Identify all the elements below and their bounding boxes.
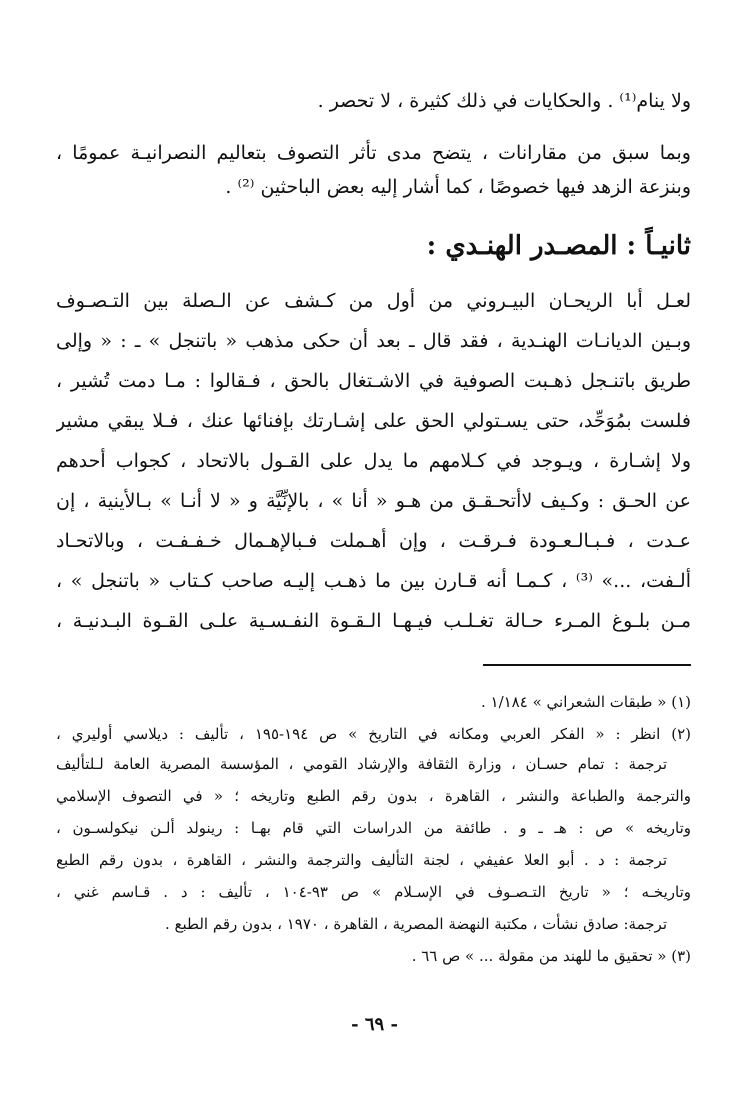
paragraph-1-line-1: وبما سبق من مقارانات ، يتضح مدى تأثر التصوف بتعاليم النصرانيـة عمومًا ، — [56, 142, 691, 164]
paragraph-2-line-6: عن الحـق : وكـيف لاأتحـقـق من هـو « أنا » ، بالإنِّيَّة و « لا أنـا » بـالأينية ، إن — [56, 490, 691, 512]
footnote-2-line-7: ترجمة: صادق نشأت ، مكتبة النهضة المصرية ، القاهرة ، ١٩٧٠ ، بدون رقم الطبع . — [164, 915, 667, 933]
footnote-divider — [483, 664, 691, 666]
footnote-2-line-2: ترجمة : تمام حسـان ، وزارة الثقافة والإرشاد القومي ، المؤسسة المصرية العامة لـلتأليف — [56, 755, 667, 773]
paragraph-2-line-8: ألـفت، ...» ⁽³⁾ ، كـمـا أنه قـارن بين ما ذهـب إليـه صاحب كـتاب « باتنجل » ، — [56, 570, 691, 592]
footnote-2-line-3: والترجمة والطباعة والنشر ، القاهرة ، بدون رقم الطبع وتاريخه ؛ « في التصوف الإسلامي — [56, 787, 691, 805]
footnote-1: (١) « طبقات الشعراني » ١/١٨٤ . — [480, 693, 691, 711]
footnote-2-line-6: وتاريخـه ؛ « تاريخ التـصـوف في الإسـلام » ص ٩٣-١٠٤ ، تأليف : د . قـاسم غني ، — [56, 883, 691, 901]
footnote-3: (٣) « تحقيق ما للهند من مقولة ... » ص ٦٦ . — [411, 947, 691, 965]
paragraph-2-line-2: وبـين الديانـات الهنـدية ، فقد قال ـ بعد أن حكى مذهب « باتنجل » ـ : « وإلى — [56, 330, 691, 352]
paragraph-2-line-9: مـن بلـوغ المـرء حـالة تغـلـب فيـهـا الـقـوة النفـسـية علـى القـوة البـدنيـة ، — [56, 610, 691, 632]
paragraph-2-line-3: طريق باتنـجل ذهـبت الصوفية في الاشـتغال بالحق ، فـقالوا : مـا دمت تُشير ، — [56, 370, 691, 392]
paragraph-1-line-2: وبنزعة الزهد فيها خصوصًا ، كما أشار إليه بعض الباحثين ⁽²⁾ . — [225, 176, 691, 198]
paragraph-2-line-5: ولا إشـارة ، ويـوجد في كـلامهم ما يدل على القـول بالاتحاد ، كجواب أحدهم — [56, 450, 691, 472]
paragraph-2-line-4: فلست بمُوَحِّد، حتى يسـتولي الحق على إشـارتك بإفنائها عنك ، فـلا يبقي مشير — [56, 410, 691, 432]
footnote-2-line-5: ترجمة : د . أبو العلا عفيفي ، لجنة التأليف والترجمة والنشر ، القاهرة ، بدون رقم الطبع — [56, 851, 667, 869]
paragraph-2-line-7: عـدت ، فـبـالـعـودة فـرقـت ، وإن أهـملت فـبالإهـمال خـفـفـت ، وبالاتحـاد — [56, 530, 691, 552]
paragraph-2-line-1: لعـل أبا الريحـان البيـروني من أول من كـشف عن الـصلة بين التـصـوف — [56, 290, 691, 312]
footnote-2-line-1: (٢) انظر : « الفكر العربي ومكانه في التاريخ » ص ١٩٤-١٩٥ ، تأليف : ديلاسي أوليري ، — [56, 725, 691, 743]
footnote-2-line-4: وتاريخه » ص : هـ ـ و . طائفة من الدراسات التي قام بهـا : رينولد ألـن نيكولسـون ، — [56, 819, 691, 837]
page-number: - ٦٩ - — [351, 1014, 398, 1035]
section-heading: ثانيـاً : المصـدر الهنـدي : — [426, 231, 691, 261]
opening-line: ولا ينام⁽¹⁾ . والحكايات في ذلك كثيرة ، لا تحصر . — [317, 90, 691, 112]
